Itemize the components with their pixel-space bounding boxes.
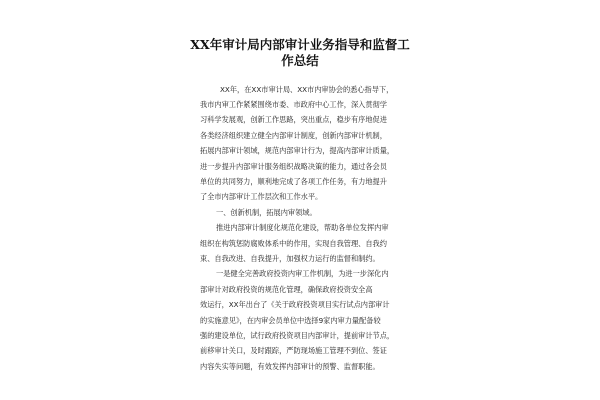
body-line: 强的建设单位，试行政府投资项目内部审计，提前审计节点， <box>200 331 395 340</box>
body-line: 束、自我改进、自我提升，加强权力运行的监督和制约。 <box>200 254 380 263</box>
document-title-line-2: 作总结 <box>281 53 319 68</box>
document-title-line-1: XX年审计局内部审计业务指导和监督工 <box>190 37 410 52</box>
body-line: XX年，在XX市审计局、XX市内审协会的悉心指导下， <box>220 85 394 94</box>
body-line: 一是健全完善政府投资内审工作机制，为进一步深化内 <box>216 269 389 278</box>
body-line: 进一步提升内部审计服务组织战略决策的能力，通过各会员 <box>200 162 387 171</box>
body-line: 的实施意见》，在内审会员单位中选择9家内审力量配备较 <box>200 316 381 325</box>
body-line: 内容失实等问题，有效发挥内部审计的预警、监督职能。 <box>200 362 380 371</box>
body-line: 各类经济组织建立健全内部审计制度，创新内部审计机制， <box>200 131 387 140</box>
body-line: 推进内部审计制度化规范化建设，帮助各单位发挥内审 <box>216 223 389 232</box>
body-line: 我市内审工作紧紧围绕市委、市政府中心工作，深入贯彻学 <box>200 100 387 109</box>
body-line: 部审计对政府投资的规范化管理，确保政府投资安全高 <box>200 285 373 294</box>
body-line: 前移审计关口，及时跟踪，严防现场施工管理不到位、签证 <box>200 346 387 355</box>
body-line: 了全市内部审计工作层次和工作水平。 <box>200 192 323 201</box>
body-line: 单位的共同努力，顺利地完成了各项工作任务，有力地提升 <box>200 177 387 186</box>
body-line: 效运行，XX年出台了《关于政府投资项目实行试点内部审计 <box>200 300 390 309</box>
body-line: 组织在构筑惩防腐败体系中的作用，实现自我管理、自我约 <box>200 239 387 248</box>
body-line: 拓展内部审计领域，规范内部审计行为，提高内部审计质量， <box>200 146 395 155</box>
section-heading: 一、创新机制，拓展内审领域。 <box>216 208 317 217</box>
body-line: 习科学发展观，创新工作思路，突出重点，稳步有序地促进 <box>200 115 387 124</box>
